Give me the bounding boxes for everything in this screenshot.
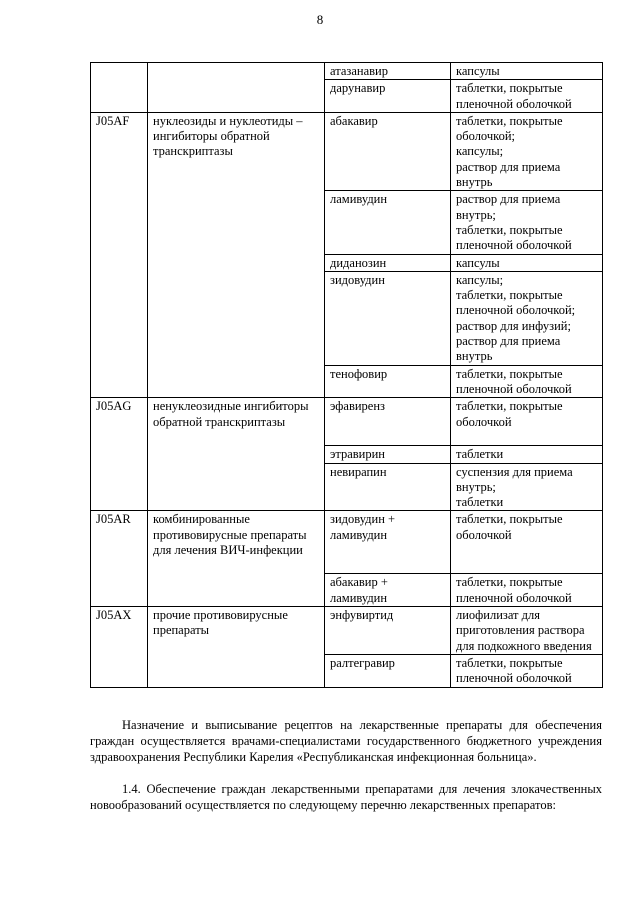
group-name-cell: прочие противовирусные препараты (148, 607, 325, 687)
drug-name-cell: этравирин (325, 446, 451, 463)
group-name-cell (148, 63, 325, 113)
drug-name-cell: дарунавир (325, 80, 451, 113)
table-row (91, 511, 603, 574)
table-row (91, 63, 603, 80)
dosage-form-cell: суспензия для приема внутрь; таблетки (451, 463, 603, 511)
dosage-form-cell: таблетки, покрытые пленочной оболочкой (451, 80, 603, 113)
group-name-cell: ненуклеозидные ингибиторы обратной транскриптазы (148, 398, 325, 511)
dosage-form-cell: капсулы (451, 63, 603, 80)
drug-name-cell: невирапин (325, 463, 451, 511)
drug-name-cell: ралтегравир (325, 654, 451, 687)
dosage-form-cell: раствор для приема внутрь; таблетки, покрытые пленочной оболочкой (451, 191, 603, 254)
dosage-form-cell: таблетки, покрытые пленочной оболочкой (451, 365, 603, 398)
dosage-form-cell: капсулы (451, 254, 603, 271)
drug-name-cell: эфавиренз (325, 398, 451, 446)
dosage-form-cell: таблетки, покрытые пленочной оболочкой (451, 574, 603, 607)
dosage-form-cell: капсулы; таблетки, покрытые пленочной оболочкой; раствор для инфузий; раствор для приема внутрь (451, 271, 603, 365)
group-name-cell: комбинированные противовирусные препараты для лечения ВИЧ-инфекции (148, 511, 325, 607)
dosage-form-cell: таблетки, покрытые оболочкой (451, 511, 603, 574)
drug-name-cell: атазанавир (325, 63, 451, 80)
page-number: 8 (316, 12, 324, 27)
section-1-4-paragraph: 1.4. Обеспечение граждан лекарственными препаратами для лечения злокачественных новообразований осуществляется по следующему перечню лекарственных препаратов: (90, 782, 602, 812)
table-row (91, 607, 603, 655)
drug-name-cell: абакавир + ламивудин (325, 574, 451, 607)
dosage-form-cell: таблетки, покрытые оболочкой; капсулы; раствор для приема внутрь (451, 112, 603, 190)
drug-name-cell: зидовудин (325, 271, 451, 365)
drug-name-cell: тенофовир (325, 365, 451, 398)
drug-name-cell: диданозин (325, 254, 451, 271)
drug-name-cell: энфувиртид (325, 607, 451, 655)
prescription-paragraph: Назначение и выписывание рецептов на лекарственные препараты для обеспечения граждан осуществляется врачами-специалистами государственного бюджетного учреждения здравоохранения Республики Карелия «Республиканская инфекционная больница». (90, 718, 602, 764)
table-row (91, 398, 603, 446)
atc-code-cell: J05AG (91, 398, 148, 511)
dosage-form-cell: таблетки (451, 446, 603, 463)
table-row (91, 112, 603, 190)
drug-name-cell: зидовудин + ламивудин (325, 511, 451, 574)
atc-code-cell: J05AX (91, 607, 148, 687)
drug-table (90, 62, 603, 688)
drug-name-cell: абакавир (325, 112, 451, 190)
dosage-form-cell: лиофилизат для приготовления раствора для подкожного введения (451, 607, 603, 655)
atc-code-cell: J05AF (91, 112, 148, 397)
drug-name-cell: ламивудин (325, 191, 451, 254)
group-name-cell: нуклеозиды и нуклеотиды – ингибиторы обратной транскриптазы (148, 112, 325, 397)
dosage-form-cell: таблетки, покрытые пленочной оболочкой (451, 654, 603, 687)
atc-code-cell (91, 63, 148, 113)
atc-code-cell: J05AR (91, 511, 148, 607)
dosage-form-cell: таблетки, покрытые оболочкой (451, 398, 603, 446)
